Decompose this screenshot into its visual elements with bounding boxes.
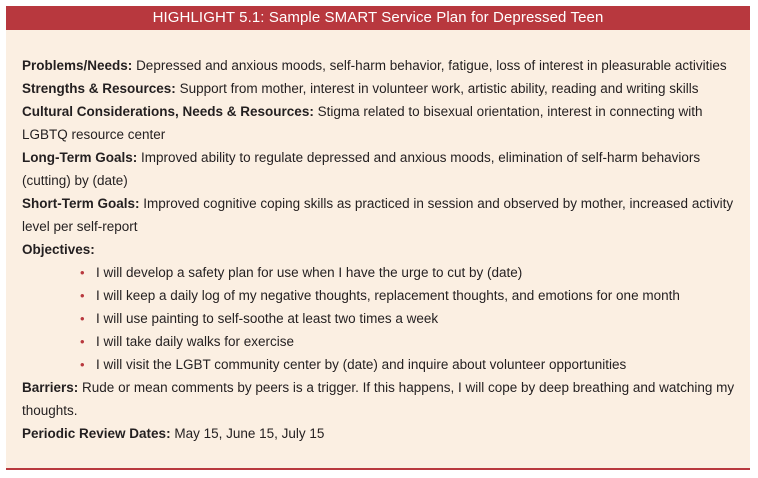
strengths-label: Strengths & Resources: xyxy=(22,81,176,96)
objective-text: I will use painting to self-soothe at least two times a week xyxy=(96,311,439,326)
objective-item xyxy=(80,284,738,307)
objective-item xyxy=(80,330,738,353)
short-term-goals xyxy=(22,192,738,238)
bullet-icon: • xyxy=(80,265,85,280)
objectives-label: Objectives: xyxy=(22,242,95,257)
periodic-review-dates xyxy=(22,422,738,445)
review-label: Periodic Review Dates: xyxy=(22,426,171,441)
bullet-icon: • xyxy=(80,311,85,326)
problems-label: Problems/Needs: xyxy=(22,58,133,73)
barriers xyxy=(22,376,738,422)
long-term-label: Long-Term Goals: xyxy=(22,150,138,165)
service-plan-content xyxy=(22,54,738,445)
cultural-considerations xyxy=(22,100,738,146)
strengths-text: Support from mother, interest in volunteer work, artistic ability, reading and writing skills xyxy=(179,81,699,96)
objective-item xyxy=(80,261,738,284)
highlight-box xyxy=(6,6,750,470)
objective-text: I will develop a safety plan for use when I have the urge to cut by (date) xyxy=(96,265,523,280)
long-term-text: Improved ability to regulate depressed and anxious moods, elimination of self-harm behaviors (cutting) by (date) xyxy=(22,150,701,188)
cultural-text: Stigma related to bisexual orientation, interest in connecting with LGBTQ resource center xyxy=(22,104,703,142)
long-term-goals xyxy=(22,146,738,192)
objective-item xyxy=(80,307,738,330)
objective-text: I will keep a daily log of my negative thoughts, replacement thoughts, and emotions for one month xyxy=(96,288,680,303)
cultural-label: Cultural Considerations, Needs & Resources: xyxy=(22,104,314,119)
bullet-icon: • xyxy=(80,288,85,303)
bullet-icon: • xyxy=(80,357,85,372)
objective-item xyxy=(80,353,738,376)
short-term-label: Short-Term Goals: xyxy=(22,196,140,211)
problems-needs xyxy=(22,54,738,77)
bullet-icon: • xyxy=(80,334,85,349)
objectives-list xyxy=(22,261,738,376)
highlight-title: HIGHLIGHT 5.1: Sample SMART Service Plan for Depressed Teen xyxy=(6,6,750,30)
review-text: May 15, June 15, July 15 xyxy=(174,426,325,441)
short-term-text: Improved cognitive coping skills as practiced in session and observed by mother, increased activity level per self-report xyxy=(22,196,734,234)
objective-text: I will visit the LGBT community center by (date) and inquire about volunteer opportunities xyxy=(96,357,627,372)
problems-text: Depressed and anxious moods, self-harm behavior, fatigue, loss of interest in pleasurable activities xyxy=(136,58,727,73)
barriers-text: Rude or mean comments by peers is a trigger. If this happens, I will cope by deep breathing and watching my thoughts. xyxy=(22,380,735,418)
objective-text: I will take daily walks for exercise xyxy=(96,334,295,349)
barriers-label: Barriers: xyxy=(22,380,79,395)
strengths-resources xyxy=(22,77,738,100)
objectives-heading xyxy=(22,238,738,261)
